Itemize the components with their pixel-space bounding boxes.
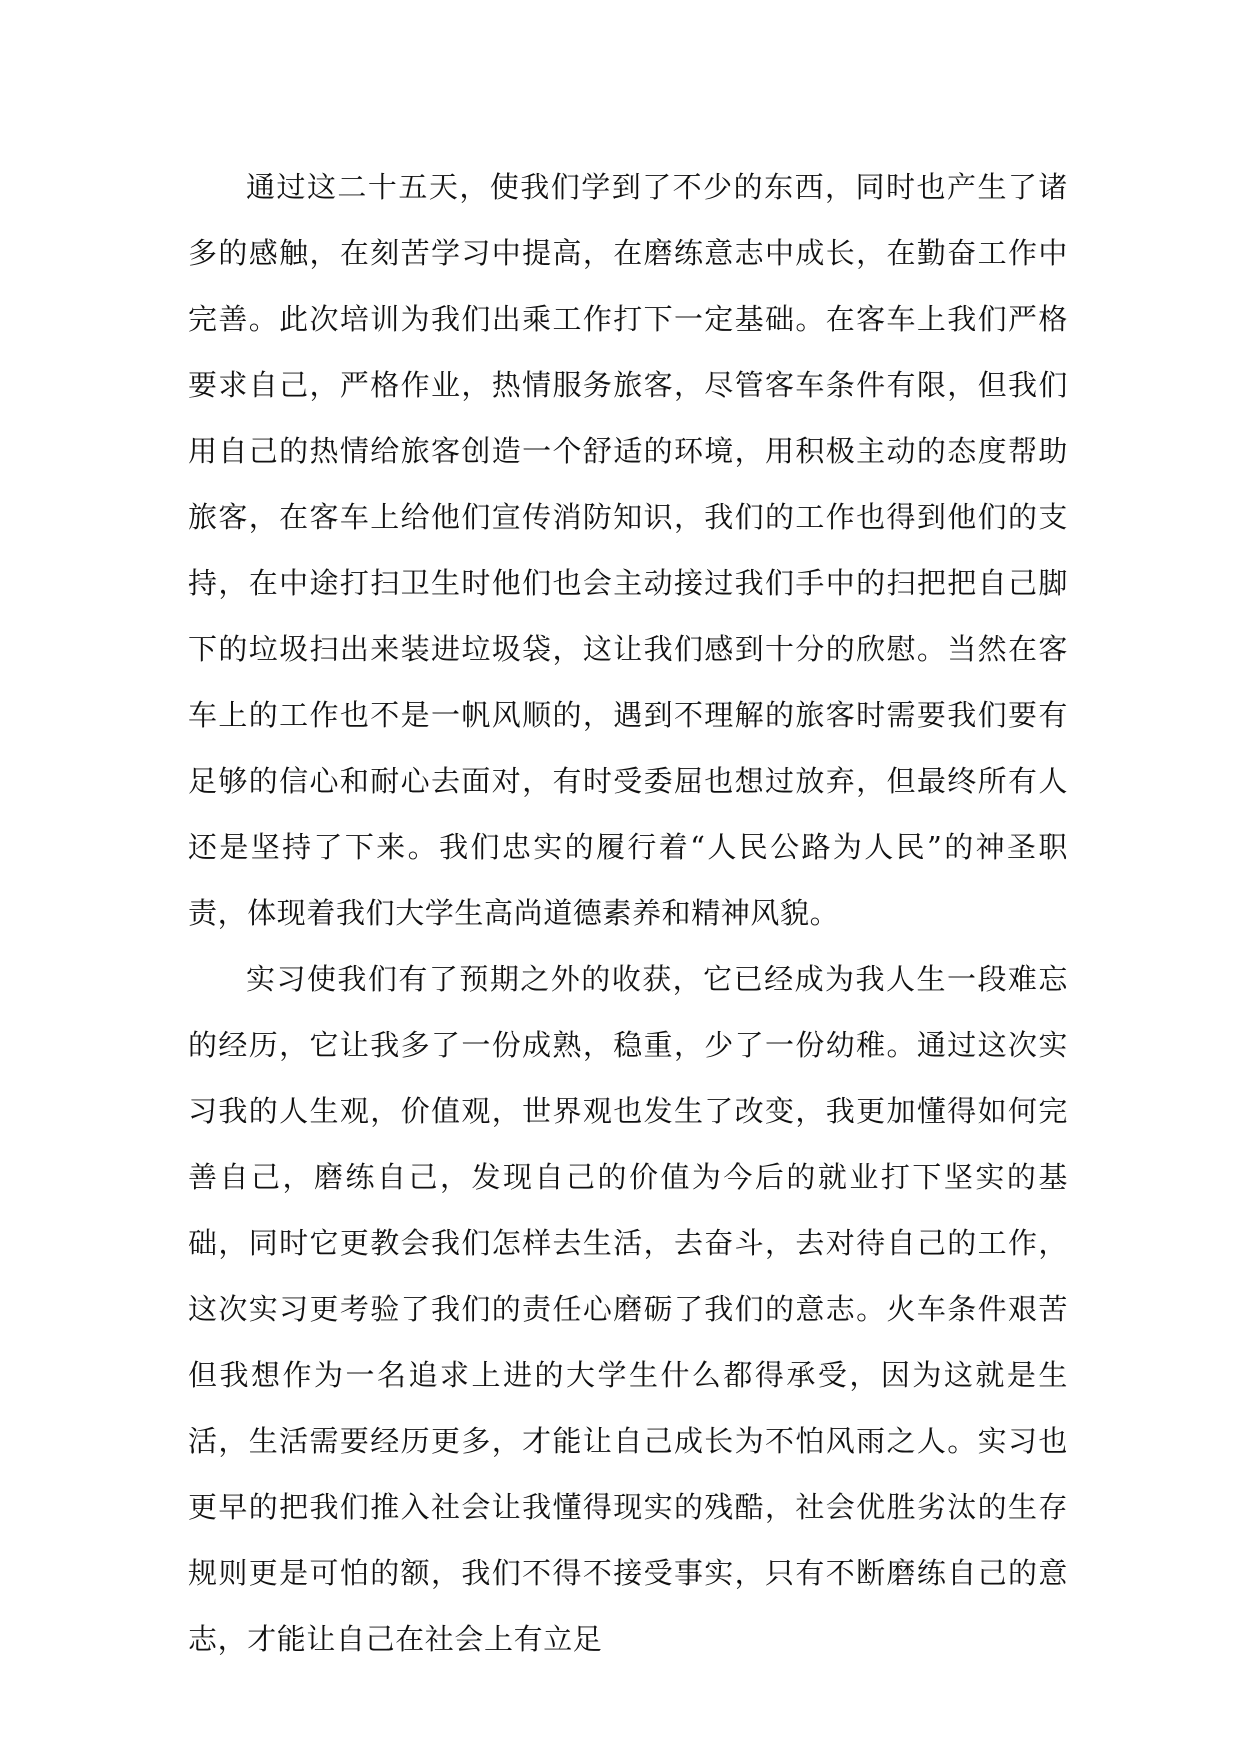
document-body [188,154,1068,1672]
paragraph-1: 通过这二十五天，使我们学到了不少的东西，同时也产生了诸多的感触，在刻苦学习中提高，在磨练意志中成长，在勤奋工作中完善。此次培训为我们出乘工作打下一定基础。在客车上我们严格要求自己，严格作业，热情服务旅客，尽管客车条件有限，但我们用自己的热情给旅客创造一个舒适的环境，用积极主动的态度帮助旅客，在客车上给他们宣传消防知识，我们的工作也得到他们的支持，在中途打扫卫生时他们也会主动接过我们手中的扫把把自己脚下的垃圾扫出来装进垃圾袋，这让我们感到十分的欣慰。当然在客车上的工作也不是一帆风顺的，遇到不理解的旅客时需要我们要有足够的信心和耐心去面对，有时受委屈也想过放弃，但最终所有人还是坚持了下来。我们忠实的履行着“人民公路为人民”的神圣职责，体现着我们大学生高尚道德素养和精神风貌。 [188,170,1068,930]
paragraph-2: 实习使我们有了预期之外的收获，它已经成为我人生一段难忘的经历，它让我多了一份成熟，稳重，少了一份幼稚。通过这次实习我的人生观，价值观，世界观也发生了改变，我更加懂得如何完善自己，磨练自己，发现自己的价值为今后的就业打下坚实的基础，同时它更教会我们怎样去生活，去奋斗，去对待自己的工作，这次实习更考验了我们的责任心磨砺了我们的意志。火车条件艰苦但我想作为一名追求上进的大学生什么都得承受，因为这就是生活，生活需要经历更多，才能让自己成长为不怕风雨之人。实习也更早的把我们推入社会让我懂得现实的残酷，社会优胜劣汰的生存规则更是可怕的额，我们不得不接受事实，只有不断磨练自己的意志，才能让自己在社会上有立足 [188,962,1068,1656]
